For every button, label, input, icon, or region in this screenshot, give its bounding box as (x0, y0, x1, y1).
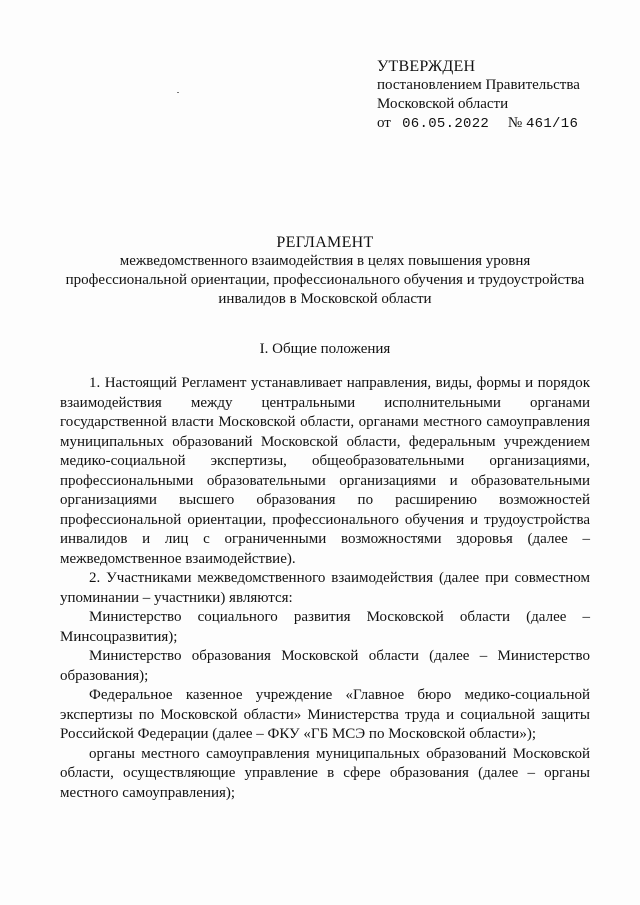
approval-line-2: Московской области (377, 96, 509, 112)
paragraph: Федеральное казенное учреждение «Главное бюро медико-социальной экспертизы по Московской области» Министерства труда и социальной защиты Российской Федерации (далее – ФКУ «ГБ МСЭ по Московской области»); (60, 687, 590, 742)
document-title: РЕГЛАМЕНТ (276, 234, 374, 251)
section-heading: I. Общие положения (259, 341, 391, 357)
approval-date: 06.05.2022 (402, 116, 490, 132)
paragraph: 1. Настоящий Регламент устанавливает направления, виды, формы и порядок взаимодействия между центральными исполнительными органами государственной власти Московской области, органами местного самоуправления муниципальных образований Московской области, федеральным учреждением медико-социальной экспертизы, общеобразовательными организациями, профессиональными образовательными организациями и образовательными организациями высшего образования по расширению возможностей профессиональной ориентации, профессионального обучения и трудоустройства инвалидов и лиц с ограниченными возможностями здоровья (далее – межведомственное взаимодействие). (60, 375, 590, 567)
document-heading (60, 233, 590, 309)
paragraph: 2. Участниками межведомственного взаимодействия (далее при совместном упоминании – участники) являются: (60, 570, 590, 606)
paragraph: Министерство социального развития Московской области (далее – Минсоцразвития); (60, 609, 590, 645)
date-prefix: от (377, 115, 391, 131)
subtitle-line: межведомственного взаимодействия в целях повышения уровня (119, 253, 531, 269)
scan-speck (177, 92, 179, 93)
paragraph: органы местного самоуправления муниципальных образований Московской области, осуществляющие управление в сфере образования (далее – органы местного самоуправления); (60, 745, 590, 801)
subtitle-line: инвалидов в Московской области (218, 291, 432, 307)
document-body (60, 374, 590, 803)
paragraph: Министерство образования Московской области (далее – Министерство образования); (60, 648, 590, 684)
approval-number: 461/16 (525, 116, 579, 132)
approval-line-1: постановлением Правительства (377, 77, 580, 93)
approval-date-row (377, 114, 617, 134)
number-prefix: № (507, 115, 523, 131)
approval-stamp (377, 57, 617, 134)
subtitle-line: профессиональной ориентации, профессионального обучения и трудоустройства (65, 272, 585, 288)
approval-title: УТВЕРЖДЕН (377, 58, 476, 75)
